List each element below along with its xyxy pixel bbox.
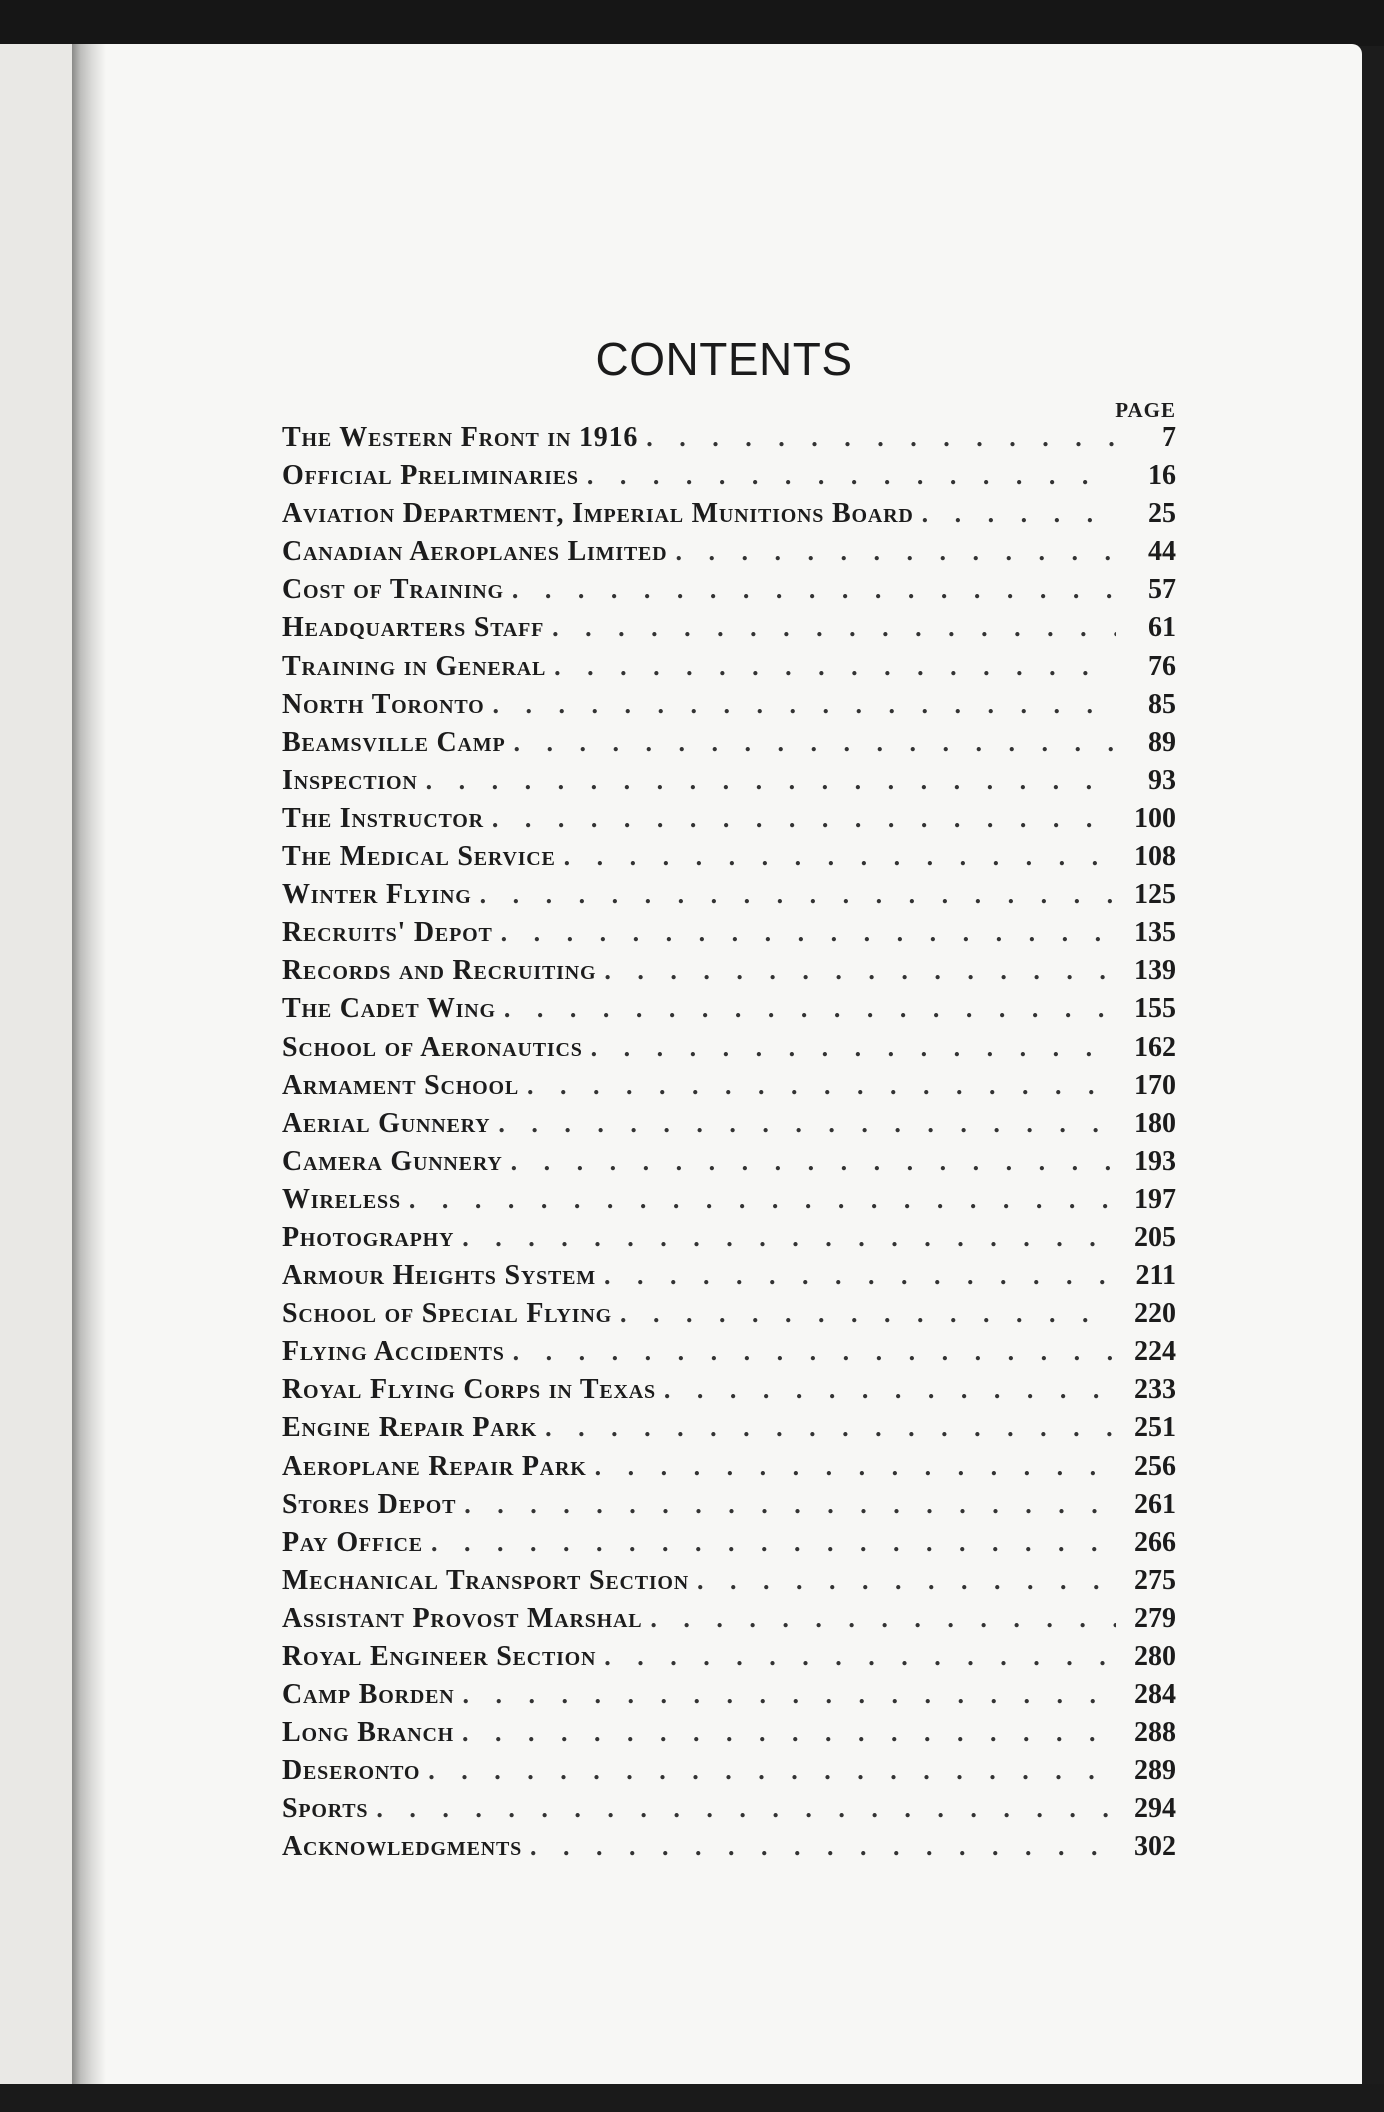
dot-leader — [431, 1528, 1116, 1558]
toc-entry-title: Aeroplane Repair Park — [282, 1450, 587, 1482]
toc-entry-title: Stores Depot — [282, 1488, 457, 1520]
toc-entry — [282, 841, 1176, 879]
toc-entry-title: Engine Repair Park — [282, 1412, 538, 1444]
toc-entry — [282, 1146, 1176, 1184]
toc-entry — [282, 1412, 1176, 1450]
toc-entry — [282, 574, 1176, 612]
dot-leader — [480, 880, 1116, 910]
toc-entry — [282, 1755, 1176, 1793]
gutter-shadow — [72, 44, 106, 2086]
toc-entry-page: 180 — [1134, 1107, 1176, 1139]
toc-entry — [282, 612, 1176, 650]
toc-entry-page: 289 — [1134, 1755, 1176, 1787]
toc-entry — [282, 727, 1176, 765]
toc-entry-page: 261 — [1134, 1488, 1176, 1520]
dot-leader — [464, 1490, 1116, 1520]
toc-entry-page: 288 — [1134, 1717, 1176, 1749]
dot-leader — [564, 842, 1116, 872]
dot-leader — [664, 1375, 1116, 1405]
toc-entry-title: Aviation Department, Imperial Munitions Board — [282, 498, 914, 530]
toc-entry-title: Headquarters Staff — [282, 612, 545, 644]
toc-entry-title: Deseronto — [282, 1755, 421, 1787]
dot-leader — [552, 613, 1116, 643]
toc-entry — [282, 1641, 1176, 1679]
toc-entry-page: 197 — [1134, 1183, 1176, 1215]
toc-entry-title: Inspection — [282, 764, 418, 796]
toc-entry — [282, 993, 1176, 1031]
toc-entry-title: Armour Heights System — [282, 1260, 596, 1292]
toc-entry-title: North Toronto — [282, 688, 485, 720]
dot-leader — [501, 918, 1116, 948]
toc-entry — [282, 1032, 1176, 1070]
dot-leader — [504, 994, 1116, 1024]
dot-leader — [604, 1261, 1116, 1291]
toc-entry-page: 7 — [1162, 422, 1176, 453]
toc-entry — [282, 803, 1176, 841]
toc-entry-page: 220 — [1134, 1298, 1176, 1330]
toc-entry — [282, 1717, 1176, 1755]
dot-leader — [493, 690, 1116, 720]
toc-entry-page: 57 — [1148, 574, 1176, 606]
dot-leader — [462, 1223, 1116, 1253]
scan-top-edge — [0, 0, 1384, 46]
toc-entry-title: Mechanical Transport Section — [282, 1564, 690, 1596]
toc-entry — [282, 1603, 1176, 1641]
toc-entry — [282, 1260, 1176, 1298]
toc-entry — [282, 955, 1176, 993]
page-column-label: PAGE — [1115, 398, 1176, 422]
dot-leader — [462, 1680, 1116, 1710]
toc-entry-page: 224 — [1134, 1336, 1176, 1368]
toc-entry — [282, 536, 1176, 574]
toc-entry-title: Records and Recruiting — [282, 955, 597, 987]
toc-entry — [282, 1793, 1176, 1831]
toc-entry — [282, 1565, 1176, 1603]
toc-entry-page: 280 — [1134, 1641, 1176, 1672]
dot-leader — [646, 423, 1116, 453]
toc-entry-page: 205 — [1134, 1221, 1176, 1253]
toc-entry-page: 89 — [1148, 726, 1176, 758]
dot-leader — [511, 1147, 1116, 1177]
toc-entry-page: 16 — [1148, 460, 1176, 492]
facing-page-edge — [0, 44, 76, 2086]
toc-entry — [282, 651, 1176, 689]
toc-entry-page: 155 — [1134, 993, 1176, 1025]
dot-leader — [595, 1452, 1116, 1482]
toc-entry-page: 85 — [1148, 688, 1176, 720]
toc-entry-title: Canadian Aeroplanes Limited — [282, 536, 668, 568]
dot-leader — [545, 1413, 1116, 1443]
toc-entry-title: Royal Flying Corps in Texas — [282, 1374, 656, 1406]
toc-entry-page: 162 — [1134, 1031, 1176, 1063]
dot-leader — [513, 728, 1116, 758]
toc-entry-page: 275 — [1134, 1564, 1176, 1596]
toc-entry-title: Camp Borden — [282, 1679, 455, 1711]
toc-entry — [282, 460, 1176, 498]
dot-leader — [462, 1718, 1116, 1748]
toc-entry-page: 256 — [1134, 1450, 1176, 1482]
toc-entry — [282, 765, 1176, 803]
book-page — [76, 44, 1362, 2086]
toc-entry — [282, 1831, 1176, 1869]
toc-entry — [282, 422, 1176, 460]
toc-entry-page: 193 — [1134, 1145, 1176, 1177]
toc-entry-title: Official Preliminaries — [282, 460, 579, 492]
toc-entry — [282, 879, 1176, 917]
dot-leader — [513, 1337, 1116, 1367]
toc-entry-title: Aerial Gunnery — [282, 1107, 491, 1139]
toc-entry — [282, 1108, 1176, 1146]
toc-entry-page: 25 — [1148, 498, 1176, 530]
toc-entry — [282, 1298, 1176, 1336]
toc-entry — [282, 1222, 1176, 1260]
dot-leader — [604, 1642, 1116, 1672]
toc-entry-title: The Cadet Wing — [282, 993, 496, 1025]
dot-leader — [620, 1299, 1116, 1329]
toc-entry — [282, 1184, 1176, 1222]
toc-entry-title: Recruits' Depot — [282, 917, 493, 949]
toc-entry-title: Pay Office — [282, 1526, 423, 1558]
table-of-contents — [282, 422, 1176, 1870]
dot-leader — [554, 652, 1116, 682]
toc-entry-page: 211 — [1135, 1260, 1176, 1292]
scan-bottom-edge — [0, 2084, 1384, 2112]
toc-entry-title: Cost of Training — [282, 574, 504, 606]
toc-entry-page: 294 — [1134, 1793, 1176, 1825]
toc-entry-page: 266 — [1134, 1526, 1176, 1558]
toc-entry — [282, 917, 1176, 955]
toc-entry-page: 139 — [1134, 955, 1176, 987]
toc-entry-page: 76 — [1148, 650, 1176, 682]
toc-entry — [282, 1070, 1176, 1108]
toc-entry-title: Wireless — [282, 1183, 401, 1215]
toc-entry-title: The Instructor — [282, 802, 484, 834]
dot-leader — [376, 1794, 1116, 1824]
dot-leader — [587, 461, 1116, 491]
dot-leader — [650, 1604, 1116, 1634]
toc-entry — [282, 1374, 1176, 1412]
toc-entry-title: The Western Front in 1916 — [282, 422, 639, 453]
dot-leader — [512, 575, 1116, 605]
dot-leader — [530, 1832, 1116, 1862]
toc-entry-page: 135 — [1134, 917, 1176, 949]
dot-leader — [697, 1566, 1116, 1596]
toc-entry-page: 251 — [1134, 1412, 1176, 1444]
toc-entry — [282, 498, 1176, 536]
toc-entry-title: Assistant Provost Marshal — [282, 1602, 643, 1634]
dot-leader — [591, 1033, 1116, 1063]
dot-leader — [675, 537, 1116, 567]
toc-entry-title: Armament School — [282, 1069, 520, 1101]
toc-entry-title: Royal Engineer Section — [282, 1641, 597, 1672]
toc-entry-page: 125 — [1134, 879, 1176, 911]
toc-entry-title: Sports — [282, 1793, 369, 1825]
toc-entry — [282, 689, 1176, 727]
toc-entry-title: Acknowledgments — [282, 1831, 523, 1863]
dot-leader — [498, 1109, 1116, 1139]
dot-leader — [527, 1071, 1116, 1101]
toc-entry-title: The Medical Service — [282, 841, 556, 873]
dot-leader — [922, 499, 1116, 529]
dot-leader — [426, 766, 1116, 796]
toc-entry-page: 302 — [1134, 1831, 1176, 1863]
toc-entry-title: Training in General — [282, 650, 547, 682]
dot-leader — [409, 1185, 1116, 1215]
toc-entry-title: School of Special Flying — [282, 1298, 612, 1330]
dot-leader — [428, 1756, 1116, 1786]
toc-entry-page: 93 — [1148, 764, 1176, 796]
toc-entry — [282, 1336, 1176, 1374]
toc-entry-page: 108 — [1134, 841, 1176, 873]
toc-entry-page: 61 — [1148, 612, 1176, 644]
toc-entry — [282, 1527, 1176, 1565]
toc-entry-title: Camera Gunnery — [282, 1145, 503, 1177]
toc-entry — [282, 1489, 1176, 1527]
toc-entry — [282, 1451, 1176, 1489]
toc-entry-title: Photography — [282, 1221, 455, 1253]
toc-entry-title: Beamsville Camp — [282, 726, 506, 758]
toc-entry-page: 100 — [1134, 802, 1176, 834]
toc-entry-title: Flying Accidents — [282, 1336, 505, 1368]
toc-entry-title: Long Branch — [282, 1717, 455, 1749]
toc-entry — [282, 1679, 1176, 1717]
toc-entry-title: Winter Flying — [282, 879, 472, 911]
toc-entry-page: 170 — [1134, 1069, 1176, 1101]
dot-leader — [492, 804, 1116, 834]
toc-entry-page: 44 — [1148, 536, 1176, 568]
toc-entry-page: 284 — [1134, 1679, 1176, 1711]
toc-entry-page: 233 — [1134, 1374, 1176, 1406]
dot-leader — [604, 956, 1116, 986]
toc-entry-page: 279 — [1134, 1602, 1176, 1634]
contents-heading: CONTENTS — [595, 333, 853, 385]
toc-entry-title: School of Aeronautics — [282, 1031, 583, 1063]
